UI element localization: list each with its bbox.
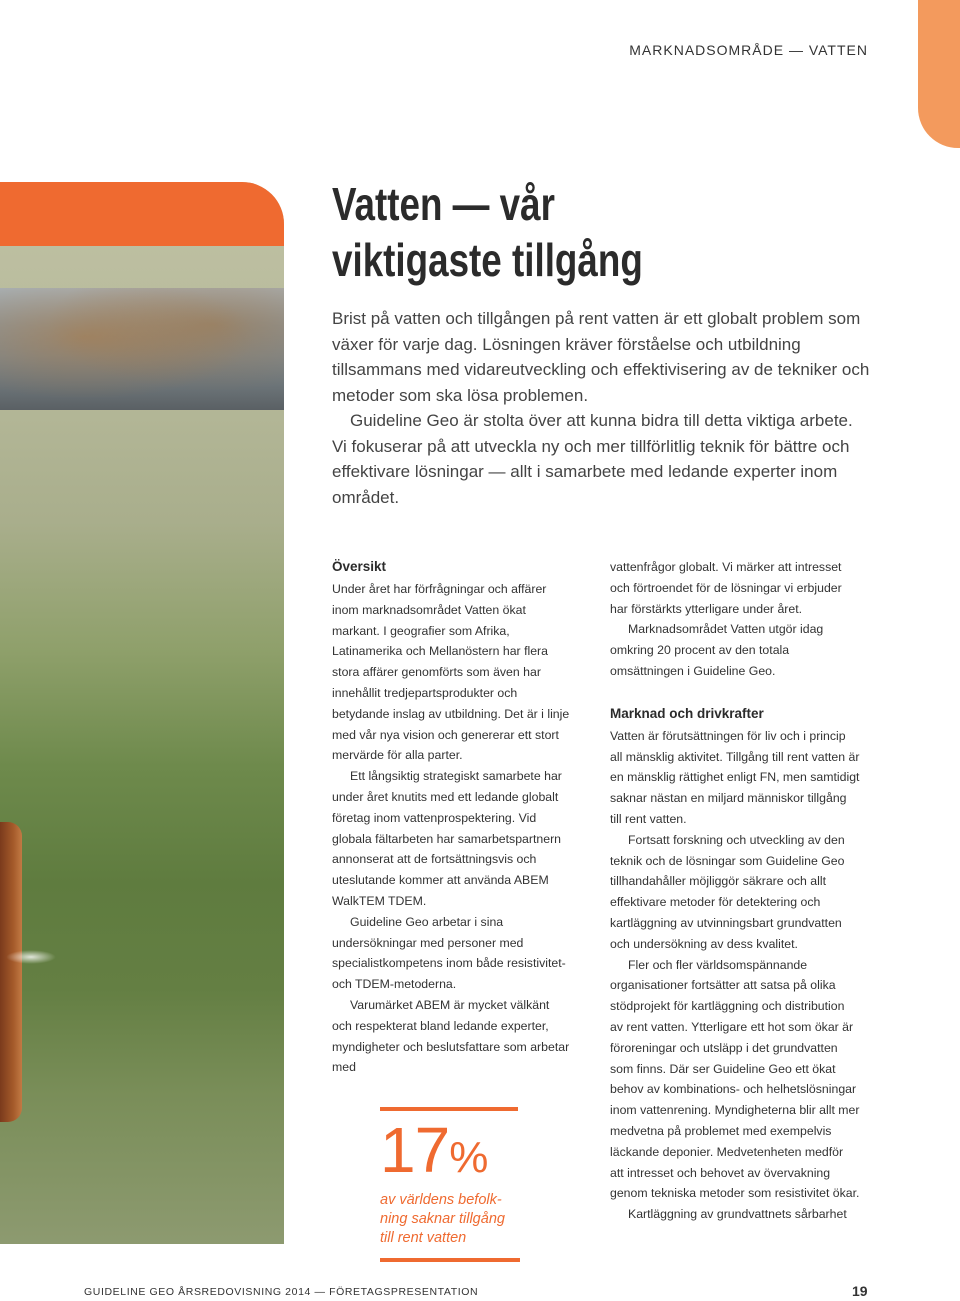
stat-rule-top: [380, 1107, 518, 1111]
photo-rusty-post: [0, 822, 22, 1122]
intro-paragraph-1: Brist på vatten och tillgången på rent vatten är ett globalt problem som växer för varje dag. Lösningen kräver förståelse och utbildning tillsammans med vidareutveckling och effektivisering av de tekniker och metoder som ska lösa problemen.: [332, 309, 870, 405]
page-number: 19: [852, 1283, 868, 1299]
left-paragraph-3: Guideline Geo arbetar i sina undersökningar med personer med specialistkompetens inom både resistivitet- och TDEM-metoderna.: [332, 914, 566, 992]
photo-water-spray: [6, 950, 56, 964]
water-pipe-photo: [0, 182, 284, 1244]
stat-caption-line-3: till rent vatten: [380, 1230, 467, 1246]
intro-paragraph-2: Guideline Geo är stolta över att kunna bidra till detta viktiga arbete. Vi fokuserar på att utveckla ny och mer tillförlitlig teknik för bättre och effektivare lösningar — allt i samarbete med ledande experter inom området.: [332, 411, 853, 507]
footer-publication-label: GUIDELINE GEO ÅRSREDOVISNING 2014 — FÖRETAGSPRESENTATION: [84, 1286, 479, 1298]
photo-orange-band: [0, 182, 284, 246]
right-paragraph-3: Vatten är förutsättningen för liv och i princip all mänsklig aktivitet. Tillgång till rent vatten är en mänsklig rättighet enligt FN, men samtidigt saknar nästan en miljard människor tillgång till rent vatten.: [610, 728, 860, 826]
section-label: MARKNADSOMRÅDE — VATTEN: [629, 42, 868, 58]
stat-value: 17: [380, 1114, 450, 1186]
stat-caption: [380, 1191, 522, 1248]
page-title: [332, 176, 748, 288]
stat-number: [380, 1114, 522, 1191]
stat-rule-bottom: [380, 1258, 520, 1262]
right-paragraph-1: vattenfrågor globalt. Vi märker att intresset och förtroendet för de lösningar vi erbjuder har förstärkts ytterligare under året.: [610, 560, 842, 616]
title-line-1: Vatten — vår: [332, 178, 555, 230]
right-paragraph-5: Fler och fler världsomspännande organisationer fortsätter att satsa på olika stödprojekt för kartläggning och distribution av rent vatten. Ytterligare ett hot som ökar är föroreningar och utsläpp i det grundvatten som finns. Där ser Guideline Geo ett ökat behov av kombinations- och helhetslösningar inom vattenrening. Myndigheterna blir allt mer medvetna på problemet med exempelvis läckande deponier. Medvetenheten medför att intresset och behovet av övervakning genom tekniska metoder som resistivitet ökar.: [610, 957, 860, 1201]
stat-caption-line-1: av världens befolk-: [380, 1192, 502, 1208]
left-paragraph-2: Ett långsiktig strategiskt samarbete har under året knutits med ett ledande globalt företag inom vattenprospektering. Vid globala fältarbeten har samarbetspartnern annonserat att de fortsättningsvis och uteslutande kommer att använda ABEM WalkTEM TDEM.: [332, 769, 562, 908]
right-paragraph-2: Marknadsområdet Vatten utgör idag omkring 20 procent av den totala omsättningen i Guideline Geo.: [610, 622, 824, 678]
overview-heading: Översikt: [332, 559, 387, 574]
right-paragraph-6: Kartläggning av grundvattnets sårbarhet: [628, 1207, 847, 1222]
stat-unit: %: [449, 1133, 488, 1182]
photo-pipe-rust: [0, 288, 284, 410]
left-paragraph-1: Under året har förfrågningar och affärer inom marknadsområdet Vatten ökat markant. I geografier som Afrika, Latinamerika och Mellanöstern har flera stora affärer genomförts som även har innehållit tredjepartsprodukter och betydande inslag av utbildning. Det är i linje med vår nya vision och genererar ett stort mervärde för alla parter.: [332, 582, 570, 763]
left-column: [332, 557, 572, 1078]
stat-callout: [380, 1107, 522, 1262]
title-line-2: viktigaste tillgång: [332, 234, 643, 286]
right-column: [610, 557, 860, 1225]
left-paragraph-4: Varumärket ABEM är mycket välkänt och respekterat bland ledande experter, myndigheter och beslutsfattare som arbetar med: [332, 997, 570, 1075]
stat-caption-line-2: ning saknar tillgång: [380, 1211, 505, 1227]
corner-tab-accent: [918, 0, 960, 148]
market-drivers-heading: Marknad och drivkrafter: [610, 705, 764, 721]
intro-text: [332, 306, 872, 510]
right-paragraph-4: Fortsatt forskning och utveckling av den teknik och de lösningar som Guideline Geo tillhandahåller möjliggör säkrare och allt effektivare metoder för detektering och kartläggning av utvinningsbart grundvatten och undersökning av dess kvalitet.: [610, 832, 845, 951]
